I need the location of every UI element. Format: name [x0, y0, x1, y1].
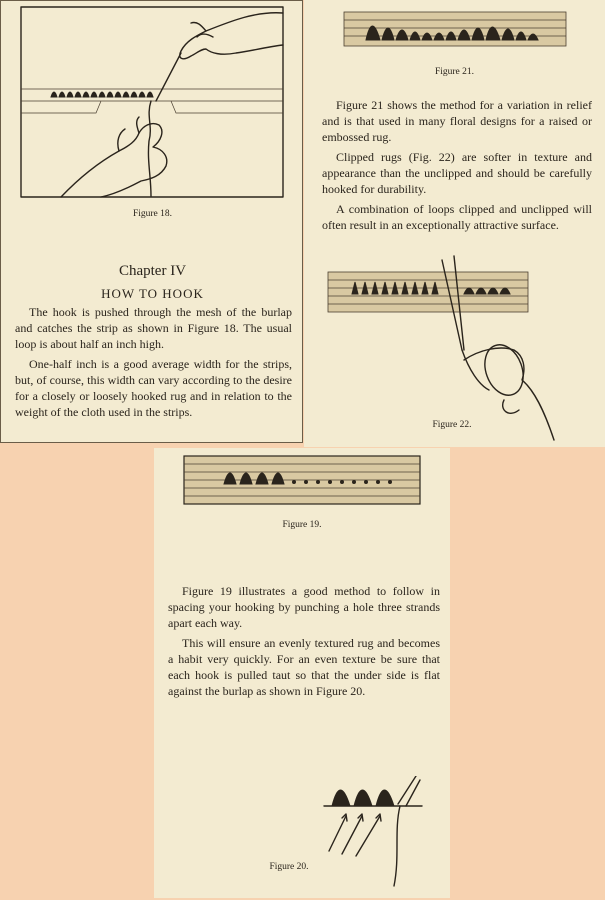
paragraph: Figure 21 shows the method for a variation in relief and is that used in many floral designs for a raised or embossed rug. — [322, 98, 592, 144]
figure-20-caption: Figure 20. — [269, 862, 309, 872]
figure-18-illustration — [1, 1, 303, 211]
figure-20-illustration — [154, 776, 450, 896]
figure-22-illustration — [304, 250, 605, 445]
chapter-title: Chapter IV — [118, 263, 187, 279]
page-bottom — [154, 448, 450, 898]
page-right — [304, 0, 605, 447]
page1-body — [15, 304, 292, 420]
paragraph: One-half inch is a good average width for the strips, but, of course, this width can vary according to the desire for a closely or loosely hooked rug and in relation to the weight of the cloth used in the strips. — [15, 357, 292, 419]
page3-body — [168, 583, 440, 699]
paragraph: This will ensure an evenly textured rug and becomes a habit very quickly. For an even texture be sure that each hook is pulled taut so that the under side is flat against the burlap as shown in Figure 20. — [168, 636, 440, 698]
figure-21-illustration — [304, 0, 605, 60]
paragraph: Figure 19 illustrates a good method to follow in spacing your hooking by punching a hole three strands apart each way. — [168, 584, 440, 630]
page2-body — [322, 97, 592, 233]
figure-21-caption: Figure 21. — [434, 67, 475, 77]
page-left — [0, 0, 303, 443]
figure-19-caption: Figure 19. — [282, 520, 322, 530]
paragraph: The hook is pushed through the mesh of the burlap and catches the strip as shown in Figure 18. The usual loop is about half an inch high. — [15, 305, 292, 351]
paragraph: A combination of loops clipped and unclipped will often result in an exceptionally attractive surface. — [322, 202, 592, 232]
section-heading: HOW TO HOOK — [101, 286, 204, 301]
figure-22-caption: Figure 22. — [432, 420, 472, 430]
figure-18-caption: Figure 18. — [132, 209, 173, 219]
figure-19-illustration — [154, 448, 450, 518]
paragraph: Clipped rugs (Fig. 22) are softer in texture and appearance than the unclipped and should be carefully hooked for durability. — [322, 150, 592, 196]
